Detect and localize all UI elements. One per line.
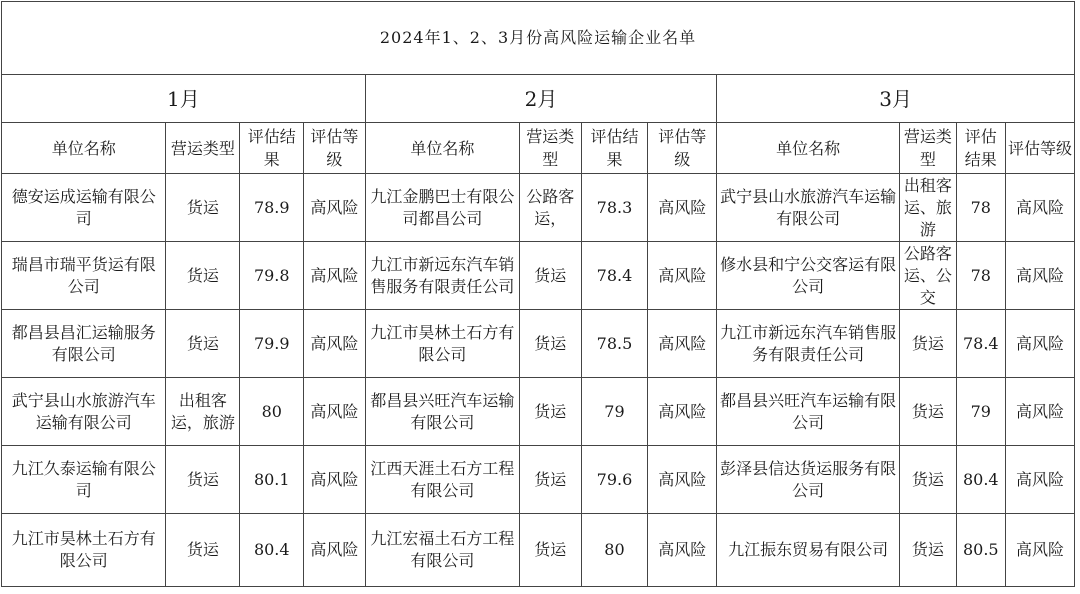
score-cell	[956, 378, 1005, 446]
score-cell-text: 80	[604, 540, 625, 559]
score-cell	[956, 310, 1005, 378]
column-header-score: 评估结果	[581, 123, 648, 174]
score-cell-text: 80.4	[962, 469, 999, 489]
score-cell-text: 79	[604, 401, 625, 421]
company-name-cell-text: 九江金鹏巴士有限公司都昌公司	[370, 186, 515, 228]
risk-level-cell-text: 高风险	[1015, 469, 1064, 489]
company-name-cell	[2, 378, 166, 446]
score-cell	[956, 242, 1005, 310]
column-header-operation-type: 营运类型	[900, 123, 957, 174]
company-name-cell	[717, 378, 900, 446]
operation-type-cell-text: 货运	[911, 333, 944, 353]
operation-type-cell-text: 出租客运、旅游	[903, 175, 952, 239]
column-header-risk-level: 评估等级	[648, 123, 717, 174]
company-name-cell-text: 武宁县山水旅游汽车运输有限公司	[11, 390, 156, 432]
operation-type-cell-text: 货运	[534, 265, 567, 285]
column-header-risk-level: 评估等级	[304, 123, 366, 174]
table-row	[2, 174, 1075, 242]
risk-company-table	[1, 1, 1075, 587]
score-cell-text: 79.9	[253, 333, 290, 353]
score-cell-text: 78	[970, 265, 991, 285]
operation-type-cell-text: 货运	[911, 540, 944, 559]
risk-level-cell-text: 高风险	[1015, 540, 1064, 559]
operation-type-cell-text: 货运	[534, 540, 567, 559]
column-header-company-name: 单位名称	[717, 123, 900, 174]
company-name-cell-text: 九江振东贸易有限公司	[728, 540, 889, 559]
company-name-cell-text: 九江宏福土石方工程有限公司	[370, 529, 515, 570]
score-cell-text: 78.3	[596, 197, 633, 217]
risk-level-cell-text: 高风险	[1015, 333, 1064, 353]
operation-type-cell-text: 货运	[186, 469, 219, 489]
month-header-1: 1月	[2, 75, 366, 123]
risk-level-cell	[648, 514, 717, 587]
score-cell-text: 80.5	[962, 540, 999, 559]
risk-level-cell	[1005, 514, 1074, 587]
risk-level-cell-text: 高风险	[310, 540, 359, 559]
column-header-company-name: 单位名称	[2, 123, 166, 174]
risk-level-cell	[648, 242, 717, 310]
company-name-cell-text: 九江市新远东汽车销售服务有限责任公司	[720, 322, 897, 364]
company-name-cell-text: 彭泽县信达货运服务有限公司	[720, 458, 897, 500]
operation-type-cell-text: 公路客运、公交	[903, 243, 952, 307]
month-header-2: 2月	[365, 75, 716, 123]
column-header-operation-type: 营运类型	[519, 123, 581, 174]
operation-type-cell	[900, 378, 957, 446]
risk-level-cell-text: 高风险	[658, 540, 707, 559]
company-name-cell-text: 九江久泰运输有限公司	[11, 458, 156, 500]
score-cell-text: 78.9	[253, 197, 290, 217]
risk-level-cell	[1005, 242, 1074, 310]
risk-level-cell-text: 高风险	[658, 265, 707, 285]
company-name-cell	[717, 174, 900, 242]
score-cell	[581, 174, 648, 242]
risk-level-cell	[648, 378, 717, 446]
risk-level-cell-text: 高风险	[310, 265, 359, 285]
company-name-cell-text: 九江市新远东汽车销售服务有限责任公司	[370, 254, 515, 296]
risk-level-cell	[304, 242, 366, 310]
column-header-risk-level: 评估等级	[1005, 123, 1074, 174]
operation-type-cell	[900, 242, 957, 310]
company-name-cell	[717, 514, 900, 587]
company-name-cell	[365, 446, 519, 514]
column-header-row	[2, 123, 1075, 174]
operation-type-cell	[166, 310, 240, 378]
score-cell-text: 79.8	[253, 265, 290, 285]
operation-type-cell-text: 货运	[911, 401, 944, 421]
company-name-cell	[365, 174, 519, 242]
column-header-score: 评估结果	[240, 123, 304, 174]
table-row	[2, 378, 1075, 446]
score-cell-text: 79	[970, 401, 991, 421]
score-cell-text: 78.4	[596, 265, 633, 285]
score-cell	[240, 446, 304, 514]
score-cell	[240, 378, 304, 446]
operation-type-cell	[166, 174, 240, 242]
operation-type-cell-text: 货运	[534, 333, 567, 353]
operation-type-cell	[900, 446, 957, 514]
risk-level-cell	[648, 174, 717, 242]
operation-type-cell	[519, 174, 581, 242]
risk-level-cell-text: 高风险	[1015, 197, 1064, 217]
score-cell	[581, 242, 648, 310]
operation-type-cell-text: 货运	[534, 469, 567, 489]
company-name-cell	[365, 378, 519, 446]
company-name-cell-text: 瑞昌市瑞平货运有限公司	[11, 254, 156, 296]
risk-level-cell	[304, 174, 366, 242]
score-cell	[581, 310, 648, 378]
company-name-cell	[2, 310, 166, 378]
operation-type-cell	[166, 242, 240, 310]
table-row	[2, 446, 1075, 514]
operation-type-cell-text: 货运	[534, 401, 567, 421]
risk-level-cell-text: 高风险	[658, 333, 707, 353]
risk-level-cell	[1005, 378, 1074, 446]
company-name-cell-text: 武宁县山水旅游汽车运输有限公司	[720, 186, 897, 228]
score-cell	[581, 446, 648, 514]
operation-type-cell	[519, 310, 581, 378]
operation-type-cell-text: 货运	[186, 540, 219, 559]
operation-type-cell	[166, 378, 240, 446]
company-name-cell	[365, 242, 519, 310]
operation-type-cell	[900, 514, 957, 587]
score-cell-text: 80	[261, 401, 282, 421]
column-header-operation-type: 营运类型	[166, 123, 240, 174]
risk-level-cell-text: 高风险	[310, 333, 359, 353]
operation-type-cell-text: 公路客运，	[526, 186, 575, 228]
risk-level-cell	[1005, 446, 1074, 514]
risk-level-cell-text: 高风险	[310, 197, 359, 217]
operation-type-cell	[519, 514, 581, 587]
operation-type-cell	[900, 174, 957, 242]
operation-type-cell	[166, 514, 240, 587]
risk-level-cell-text: 高风险	[310, 469, 359, 489]
company-name-cell-text: 德安运成运输有限公司	[11, 186, 156, 228]
company-name-cell	[2, 174, 166, 242]
score-cell-text: 80.4	[253, 540, 290, 559]
risk-level-cell	[304, 514, 366, 587]
operation-type-cell	[519, 446, 581, 514]
company-name-cell	[365, 310, 519, 378]
risk-level-cell	[304, 310, 366, 378]
score-cell	[240, 514, 304, 587]
table-body	[2, 174, 1075, 587]
score-cell-text: 78	[970, 197, 991, 217]
company-name-cell	[717, 310, 900, 378]
risk-level-cell-text: 高风险	[658, 401, 707, 421]
score-cell	[581, 514, 648, 587]
company-name-cell	[2, 242, 166, 310]
operation-type-cell-text: 出租客运，旅游	[170, 390, 235, 432]
score-cell	[581, 378, 648, 446]
company-name-cell-text: 九江市昊林土石方有限公司	[11, 529, 156, 570]
operation-type-cell-text: 货运	[911, 469, 944, 489]
column-header-score: 评估结果	[956, 123, 1005, 174]
company-name-cell-text: 都昌县兴旺汽车运输有限公司	[720, 390, 897, 432]
risk-level-cell	[304, 446, 366, 514]
company-name-cell	[717, 446, 900, 514]
risk-level-cell	[648, 310, 717, 378]
score-cell-text: 78.5	[596, 333, 633, 353]
column-header-company-name: 单位名称	[365, 123, 519, 174]
score-cell-text: 78.4	[962, 333, 999, 353]
operation-type-cell-text: 货运	[186, 333, 219, 353]
score-cell	[956, 514, 1005, 587]
risk-level-cell	[1005, 174, 1074, 242]
score-cell	[956, 446, 1005, 514]
operation-type-cell	[166, 446, 240, 514]
table-title: 2024年1、2、3月份高风险运输企业名单	[2, 2, 1075, 75]
operation-type-cell	[900, 310, 957, 378]
risk-level-cell	[304, 378, 366, 446]
risk-level-cell-text: 高风险	[1015, 265, 1064, 285]
month-header-3: 3月	[717, 75, 1075, 123]
score-cell-text: 79.6	[596, 469, 633, 489]
company-name-cell-text: 九江市昊林土石方有限公司	[370, 322, 515, 364]
risk-level-cell-text: 高风险	[658, 469, 707, 489]
score-cell	[240, 174, 304, 242]
company-name-cell	[365, 514, 519, 587]
score-cell	[956, 174, 1005, 242]
risk-level-cell-text: 高风险	[310, 401, 359, 421]
score-cell-text: 80.1	[253, 469, 290, 489]
risk-level-cell	[1005, 310, 1074, 378]
company-name-cell-text: 都昌县兴旺汽车运输有限公司	[370, 390, 515, 432]
company-name-cell-text: 修水县和宁公交客运有限公司	[720, 254, 897, 296]
company-name-cell-text: 江西天涯土石方工程有限公司	[370, 458, 515, 500]
company-name-cell	[2, 446, 166, 514]
table-row	[2, 242, 1075, 310]
company-name-cell-text: 都昌县昌汇运输服务有限公司	[11, 322, 156, 364]
risk-level-cell-text: 高风险	[1015, 401, 1064, 421]
table-row	[2, 310, 1075, 378]
table-row	[2, 514, 1075, 587]
company-name-cell	[2, 514, 166, 587]
risk-level-cell-text: 高风险	[658, 197, 707, 217]
operation-type-cell	[519, 378, 581, 446]
operation-type-cell-text: 货运	[186, 265, 219, 285]
operation-type-cell-text: 货运	[186, 197, 219, 217]
score-cell	[240, 310, 304, 378]
score-cell	[240, 242, 304, 310]
operation-type-cell	[519, 242, 581, 310]
company-name-cell	[717, 242, 900, 310]
risk-level-cell	[648, 446, 717, 514]
